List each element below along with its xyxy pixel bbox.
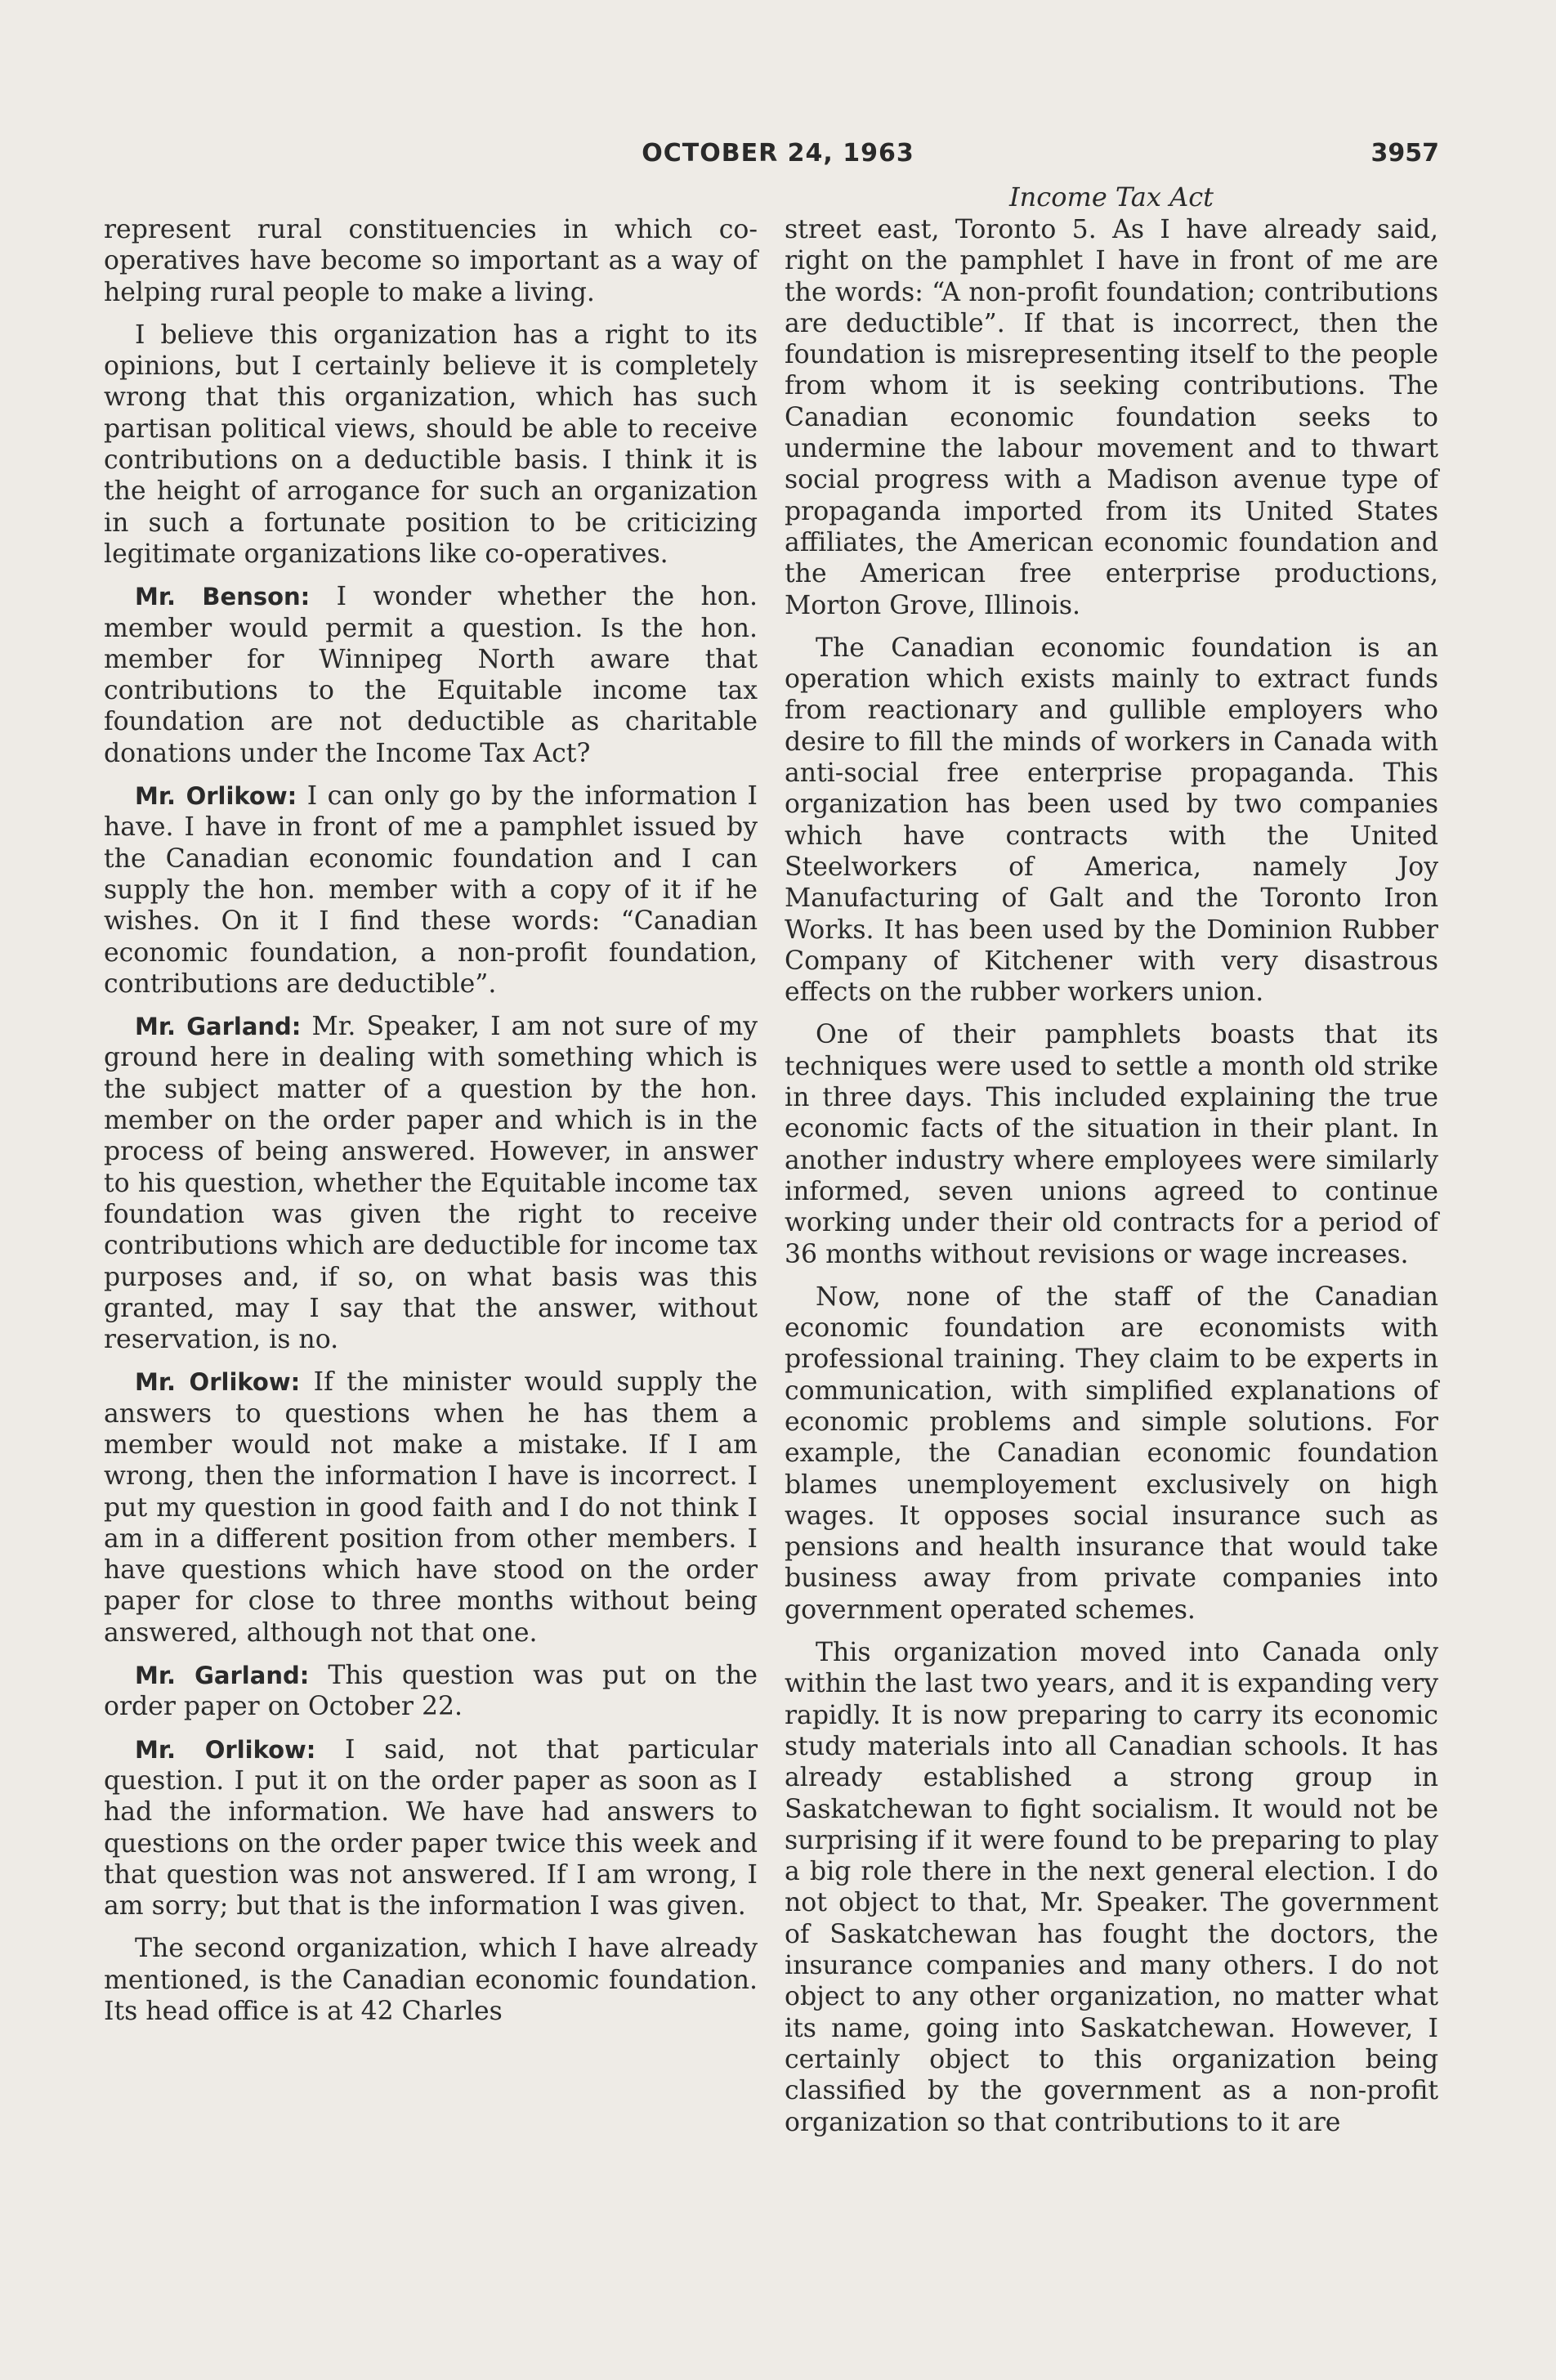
speaker-name: Mr. Orlikow: bbox=[135, 1368, 301, 1397]
paragraph: The second organization, which I have already mentioned, is the Canadian economic foundation. Its head office is at 42 Charles bbox=[104, 1934, 758, 2027]
speaker-name: Mr. Orlikow: bbox=[135, 782, 297, 811]
speech-paragraph bbox=[104, 1011, 758, 1355]
speech-text: This question was put on the order paper on October 22. bbox=[104, 1661, 758, 1722]
speech-text: I wonder whether the hon. member would permit a question. Is the hon. member for Winnipeg North aware that contributions to the Equitable income tax foundation are not deductible as charitable donations under the Income Tax Act? bbox=[104, 582, 758, 768]
speaker-name: Mr. Garland: bbox=[135, 1662, 310, 1690]
paragraph: This organization moved into Canada only within the last two years, and it is expanding very rapidly. It is now preparing to carry its economic study materials into all Canadian schools. It has already established a strong group in Saskatchewan to fight socialism. It would not be surprising if it were found to be preparing to play a big role there in the next general election. I do not object to that, Mr. Speaker. The government of Saskatchewan has fought the doctors, the insurance companies and many others. I do not object to any other organization, no matter what its name, going into Saskatchewan. However, I certainly object to this organization being classified by the government as a non-profit organization so that contributions to it are bbox=[785, 1638, 1438, 2137]
running-head-title: Income Tax Act bbox=[1009, 181, 1214, 212]
page-number: 3957 bbox=[1370, 139, 1439, 168]
speech-text: Mr. Speaker, I am not sure of my ground here in dealing with something which is the subject matter of a question by the hon. member on the order paper and which is in the process of being answered. However, in answer to his question, whether the Equitable income tax foundation was given the right to receive contributions which are deductible for income tax purposes and, if so, on what basis was this granted, may I say that the answer, without reservation, is no. bbox=[104, 1012, 758, 1355]
paragraph: Now, none of the staff of the Canadian economic foundation are economists with professional training. They claim to be experts in communication, with simplified explanations of economic problems and simple solutions. For example, the Canadian economic foundation blames unemployement exclusively on high wages. It opposes social insurance such as pensions and health insurance that would take business away from private companies into government operated schemes. bbox=[785, 1282, 1438, 1625]
right-column bbox=[785, 214, 1438, 2150]
speaker-name: Mr. Benson: bbox=[135, 583, 311, 611]
speaker-name: Mr. Orlikow: bbox=[135, 1735, 316, 1764]
speech-paragraph bbox=[104, 581, 758, 769]
speaker-name: Mr. Garland: bbox=[135, 1013, 302, 1041]
speech-paragraph bbox=[104, 1367, 758, 1649]
speech-paragraph bbox=[104, 1660, 758, 1723]
speech-paragraph bbox=[104, 1734, 758, 1922]
speech-text: If the minister would supply the answers to questions when he has them a member would not make a mistake. If I am wrong, then the information I have is incorrect. I put my question in good faith and I do not think I am in a different position from other members. I have questions which have stood on the order paper for close to three months without being answered, although not that one. bbox=[104, 1367, 758, 1648]
paragraph: street east, Toronto 5. As I have already said, right on the pamphlet I have in front of me are the words: “A non-profit foundation; contributions are deductible”. If that is incorrect, then the foundation is misrepresenting itself to the people from whom it is seeking contributions. The Canadian economic foundation seeks to undermine the labour movement and to thwart social progress with a Madison avenue type of propaganda imported from its United States affiliates, the American economic foundation and the American free enterprise productions, Morton Grove, Illinois. bbox=[785, 215, 1438, 620]
paragraph: I believe this organization has a right to its opinions, but I certainly believe it is completely wrong that this organization, which has such partisan political views, should be able to receive contributions on a deductible basis. I think it is the height of arrogance for such an organization in such a fortunate position to be criticizing legitimate organizations like co-operatives. bbox=[104, 320, 758, 569]
speech-text: I said, not that particular question. I put it on the order paper as soon as I had the information. We have had answers to questions on the order paper twice this week and that question was not answered. If I am wrong, I am sorry; but that is the information I was given. bbox=[104, 1734, 758, 1921]
page-date-header: OCTOBER 24, 1963 bbox=[642, 139, 914, 168]
speech-paragraph bbox=[104, 781, 758, 1000]
speech-text: I can only go by the information I have. I have in front of me a pamphlet issued by the Canadian economic foundation and I can supply the hon. member with a copy of it if he wishes. On it I find these words: “Canadian economic foundation, a non-profit foundation, contributions are deductible”. bbox=[104, 781, 758, 999]
paragraph: One of their pamphlets boasts that its techniques were used to settle a month old strike in three days. This included explaining the true economic facts of the situation in their plant. In another industry where employees were similarly informed, seven unions agreed to continue working under their old contracts for a period of 36 months without revisions or wage increases. bbox=[785, 1020, 1438, 1269]
left-column bbox=[104, 214, 758, 2038]
paragraph: The Canadian economic foundation is an operation which exists mainly to extract funds from reactionary and gullible employers who desire to fill the minds of workers in Canada with anti-social free enterprise propaganda. This organization has been used by two companies which have contracts with the United Steelworkers of America, namely Joy Manufacturing of Galt and the Toronto Iron Works. It has been used by the Dominion Rubber Company of Kitchener with very disastrous effects on the rubber workers union. bbox=[785, 633, 1438, 1008]
paragraph: represent rural constituencies in which co-operatives have become so important as a way of helping rural people to make a living. bbox=[104, 215, 758, 307]
